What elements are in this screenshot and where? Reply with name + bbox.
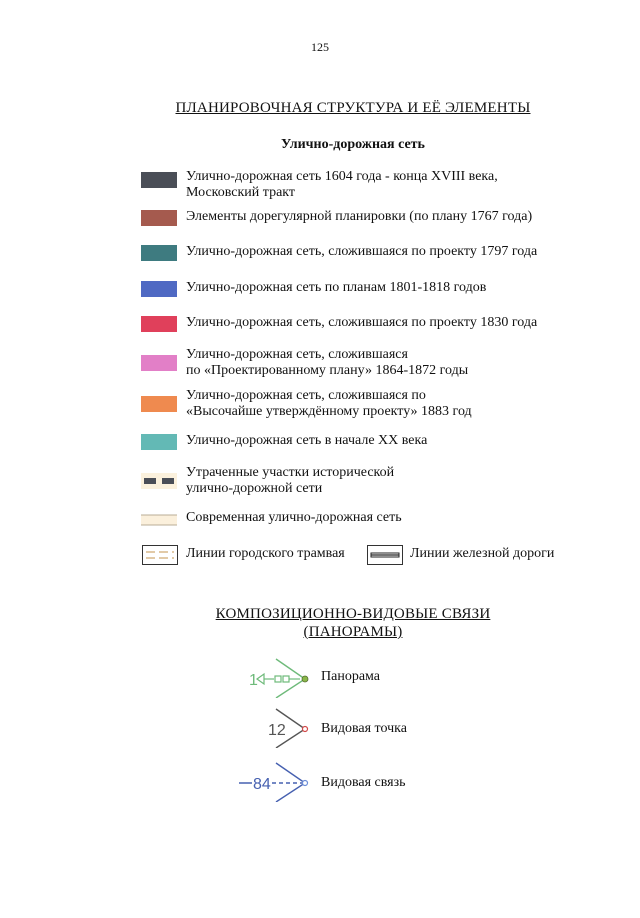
legend-label: улично-дорожной сети	[186, 481, 323, 496]
legend-label: Улично-дорожная сеть, сложившаяся по проекту 1797 года	[186, 244, 538, 259]
modern-network-swatch	[141, 512, 177, 528]
legend-item	[141, 244, 621, 280]
legend-item	[141, 387, 621, 423]
view-connection-label: Видовая связь	[321, 775, 406, 790]
viewpoint-legend-item	[230, 708, 530, 748]
legend-swatch	[141, 245, 177, 261]
legend-label: Улично-дорожная сеть по планам 1801-1818 годов	[186, 280, 487, 295]
panorama-legend-item	[230, 658, 530, 698]
legend-item	[141, 209, 621, 245]
tram-lines-label: Линии городского трамвая	[186, 546, 345, 561]
railway-lines-swatch	[367, 545, 403, 565]
view-connection-symbol-icon	[230, 762, 315, 802]
legend-label: Утраченные участки исторической	[186, 465, 395, 480]
legend-swatch	[141, 316, 177, 332]
legend-label: «Высочайше утверждённому проекту» 1883 год	[186, 404, 472, 419]
legend-swatch	[141, 396, 177, 412]
road-network-subtitle: Улично-дорожная сеть	[281, 137, 425, 152]
legend-label: Улично-дорожная сеть, сложившаяся	[186, 347, 408, 362]
svg-text:84: 84	[253, 776, 271, 793]
legend-label: Современная улично-дорожная сеть	[186, 510, 402, 525]
railway-lines-label: Линии железной дороги	[410, 546, 555, 561]
panoramas-subtitle: (ПАНОРАМЫ)	[303, 624, 403, 640]
legend-item	[141, 168, 621, 204]
legend-label: Московский тракт	[186, 185, 296, 200]
svg-text:1: 1	[249, 672, 258, 689]
legend-label: по «Проектированному плану» 1864-1872 годы	[186, 363, 469, 378]
planning-structure-title: ПЛАНИРОВОЧНАЯ СТРУКТУРА И ЕЁ ЭЛЕМЕНТЫ	[175, 100, 531, 116]
legend-swatch	[141, 281, 177, 297]
legend-swatch	[141, 210, 177, 226]
legend-swatch	[141, 172, 177, 188]
legend-swatch	[141, 355, 177, 371]
legend-item-lost-segments	[141, 464, 621, 500]
tram-lines-swatch	[142, 545, 178, 565]
panoramas-title: КОМПОЗИЦИОННО-ВИДОВЫЕ СВЯЗИ	[215, 606, 491, 622]
viewpoint-symbol-icon	[230, 708, 315, 748]
legend-label: Элементы дорегулярной планировки (по плану 1767 года)	[186, 209, 533, 224]
legend-item	[141, 346, 621, 382]
view-connection-legend-item	[230, 762, 530, 802]
page-number: 125	[311, 40, 329, 54]
legend-label: Улично-дорожная сеть, сложившаяся по	[186, 388, 426, 403]
legend-label: Улично-дорожная сеть, сложившаяся по проекту 1830 года	[186, 315, 538, 330]
panorama-symbol-icon	[230, 658, 315, 698]
legend-label: Улично-дорожная сеть в начале XX века	[186, 433, 428, 448]
legend-swatch	[141, 434, 177, 450]
viewpoint-label: Видовая точка	[321, 721, 407, 736]
legend-item	[141, 280, 621, 316]
lost-segments-swatch	[141, 473, 177, 489]
panorama-label: Панорама	[321, 669, 381, 684]
svg-text:12: 12	[268, 722, 286, 739]
legend-label: Улично-дорожная сеть 1604 года - конца XVIII века,	[186, 169, 498, 184]
legend-item-modern-network	[141, 510, 621, 546]
